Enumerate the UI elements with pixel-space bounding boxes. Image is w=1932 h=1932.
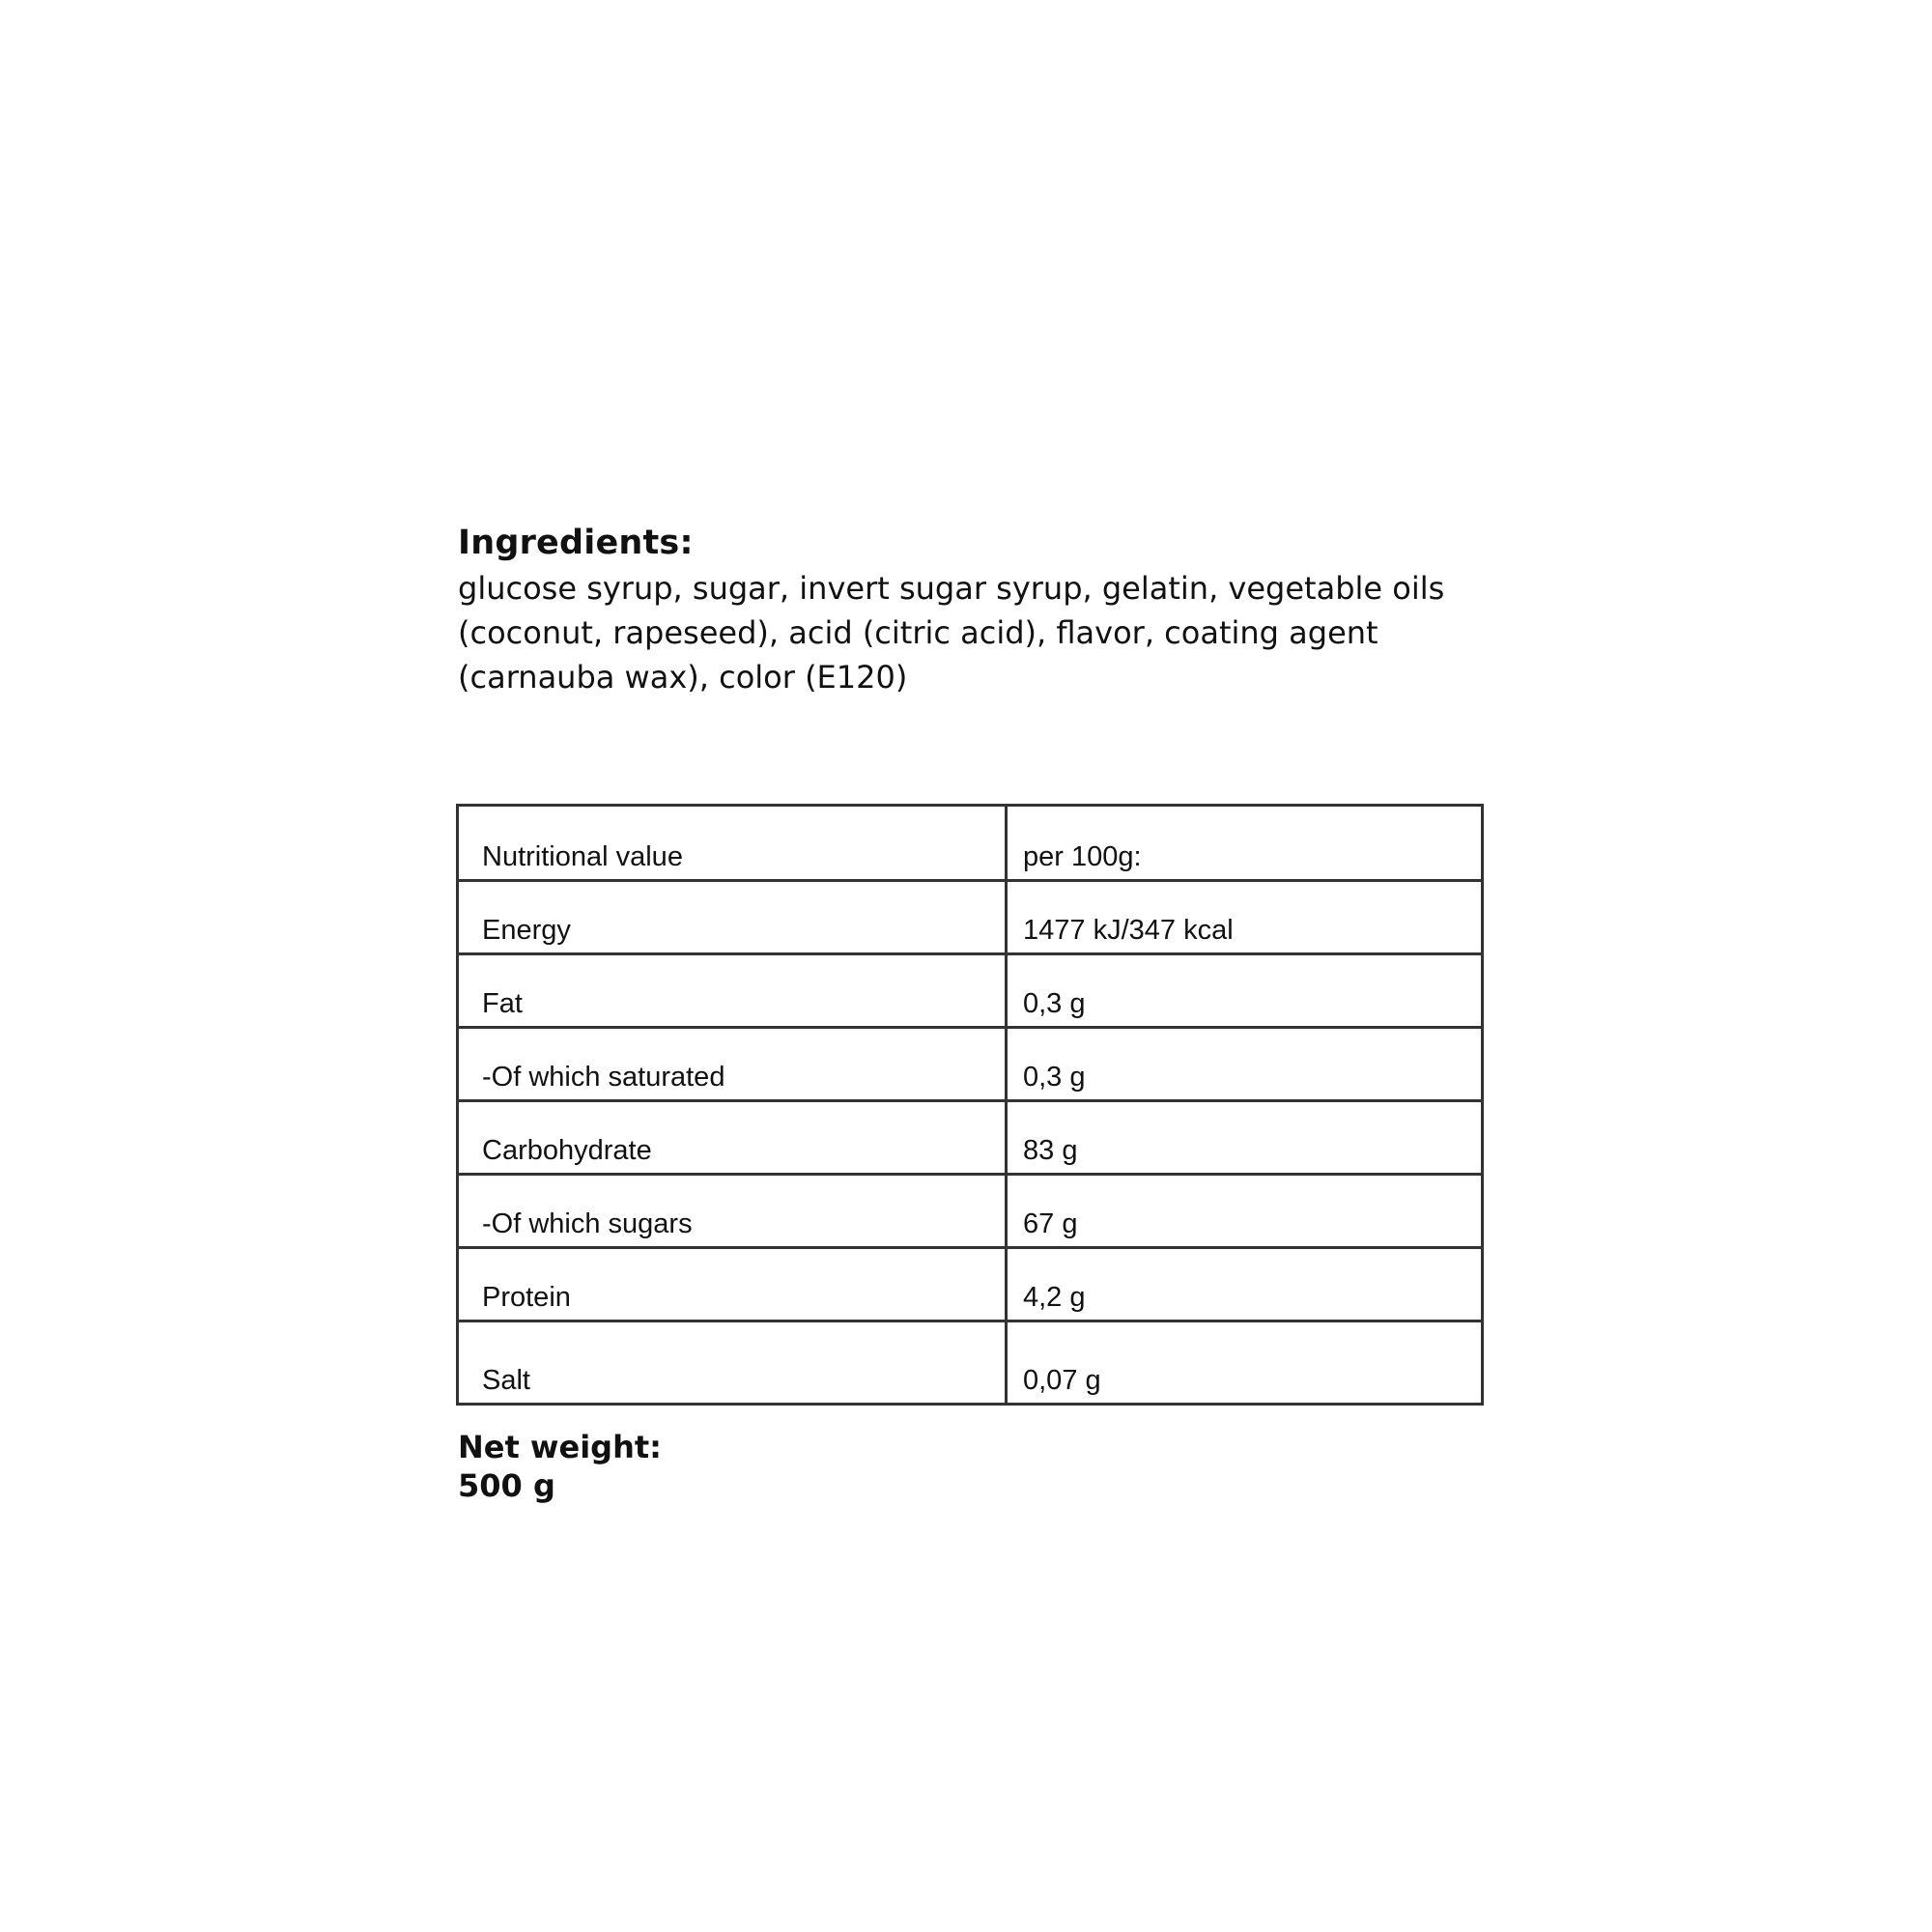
table-row [458,954,1483,1028]
nutrient-value: 0,07 g [1007,1321,1483,1405]
nutrient-label: Carbohydrate [458,1101,1007,1175]
nutrition-header-row [458,806,1483,881]
net-weight-text-cutoff [458,1429,728,1504]
table-row [458,881,1483,954]
table-row [458,1321,1483,1405]
nutrient-label: Salt [458,1321,1007,1405]
table-row [458,1101,1483,1175]
nutrient-value: 67 g [1007,1175,1483,1248]
nutrient-value: 0,3 g [1007,954,1483,1028]
nutrient-label: Protein [458,1248,1007,1321]
table-row [458,1248,1483,1321]
ingredients-line: (coconut, rapeseed), acid (citric acid), flavor, coating agent [458,614,1378,651]
ingredients-line: glucose syrup, sugar, invert sugar syrup, gelatin, vegetable oils [458,570,1445,607]
nutrient-value: 1477 kJ/347 kcal [1007,881,1483,954]
nutrient-label: -Of which sugars [458,1175,1007,1248]
ingredients-line: (carnauba wax), color (E120) [458,659,908,696]
ingredients-title: Ingredients: [458,524,694,562]
nutrient-value: 0,3 g [1007,1028,1483,1101]
nutrient-label: Fat [458,954,1007,1028]
net-weight-text: Net weight: 500 g [458,1429,662,1504]
nutrition-header-label: Nutritional value [458,806,1007,881]
nutrition-table [456,804,1484,1406]
table-row [458,1028,1483,1101]
nutrient-value: 83 g [1007,1101,1483,1175]
table-row [458,1175,1483,1248]
nutrient-label: Energy [458,881,1007,954]
ingredients-section [458,520,1501,699]
nutrient-value: 4,2 g [1007,1248,1483,1321]
nutrient-label: -Of which saturated [458,1028,1007,1101]
nutrition-header-value: per 100g: [1007,806,1483,881]
ingredients-text [458,566,1482,699]
